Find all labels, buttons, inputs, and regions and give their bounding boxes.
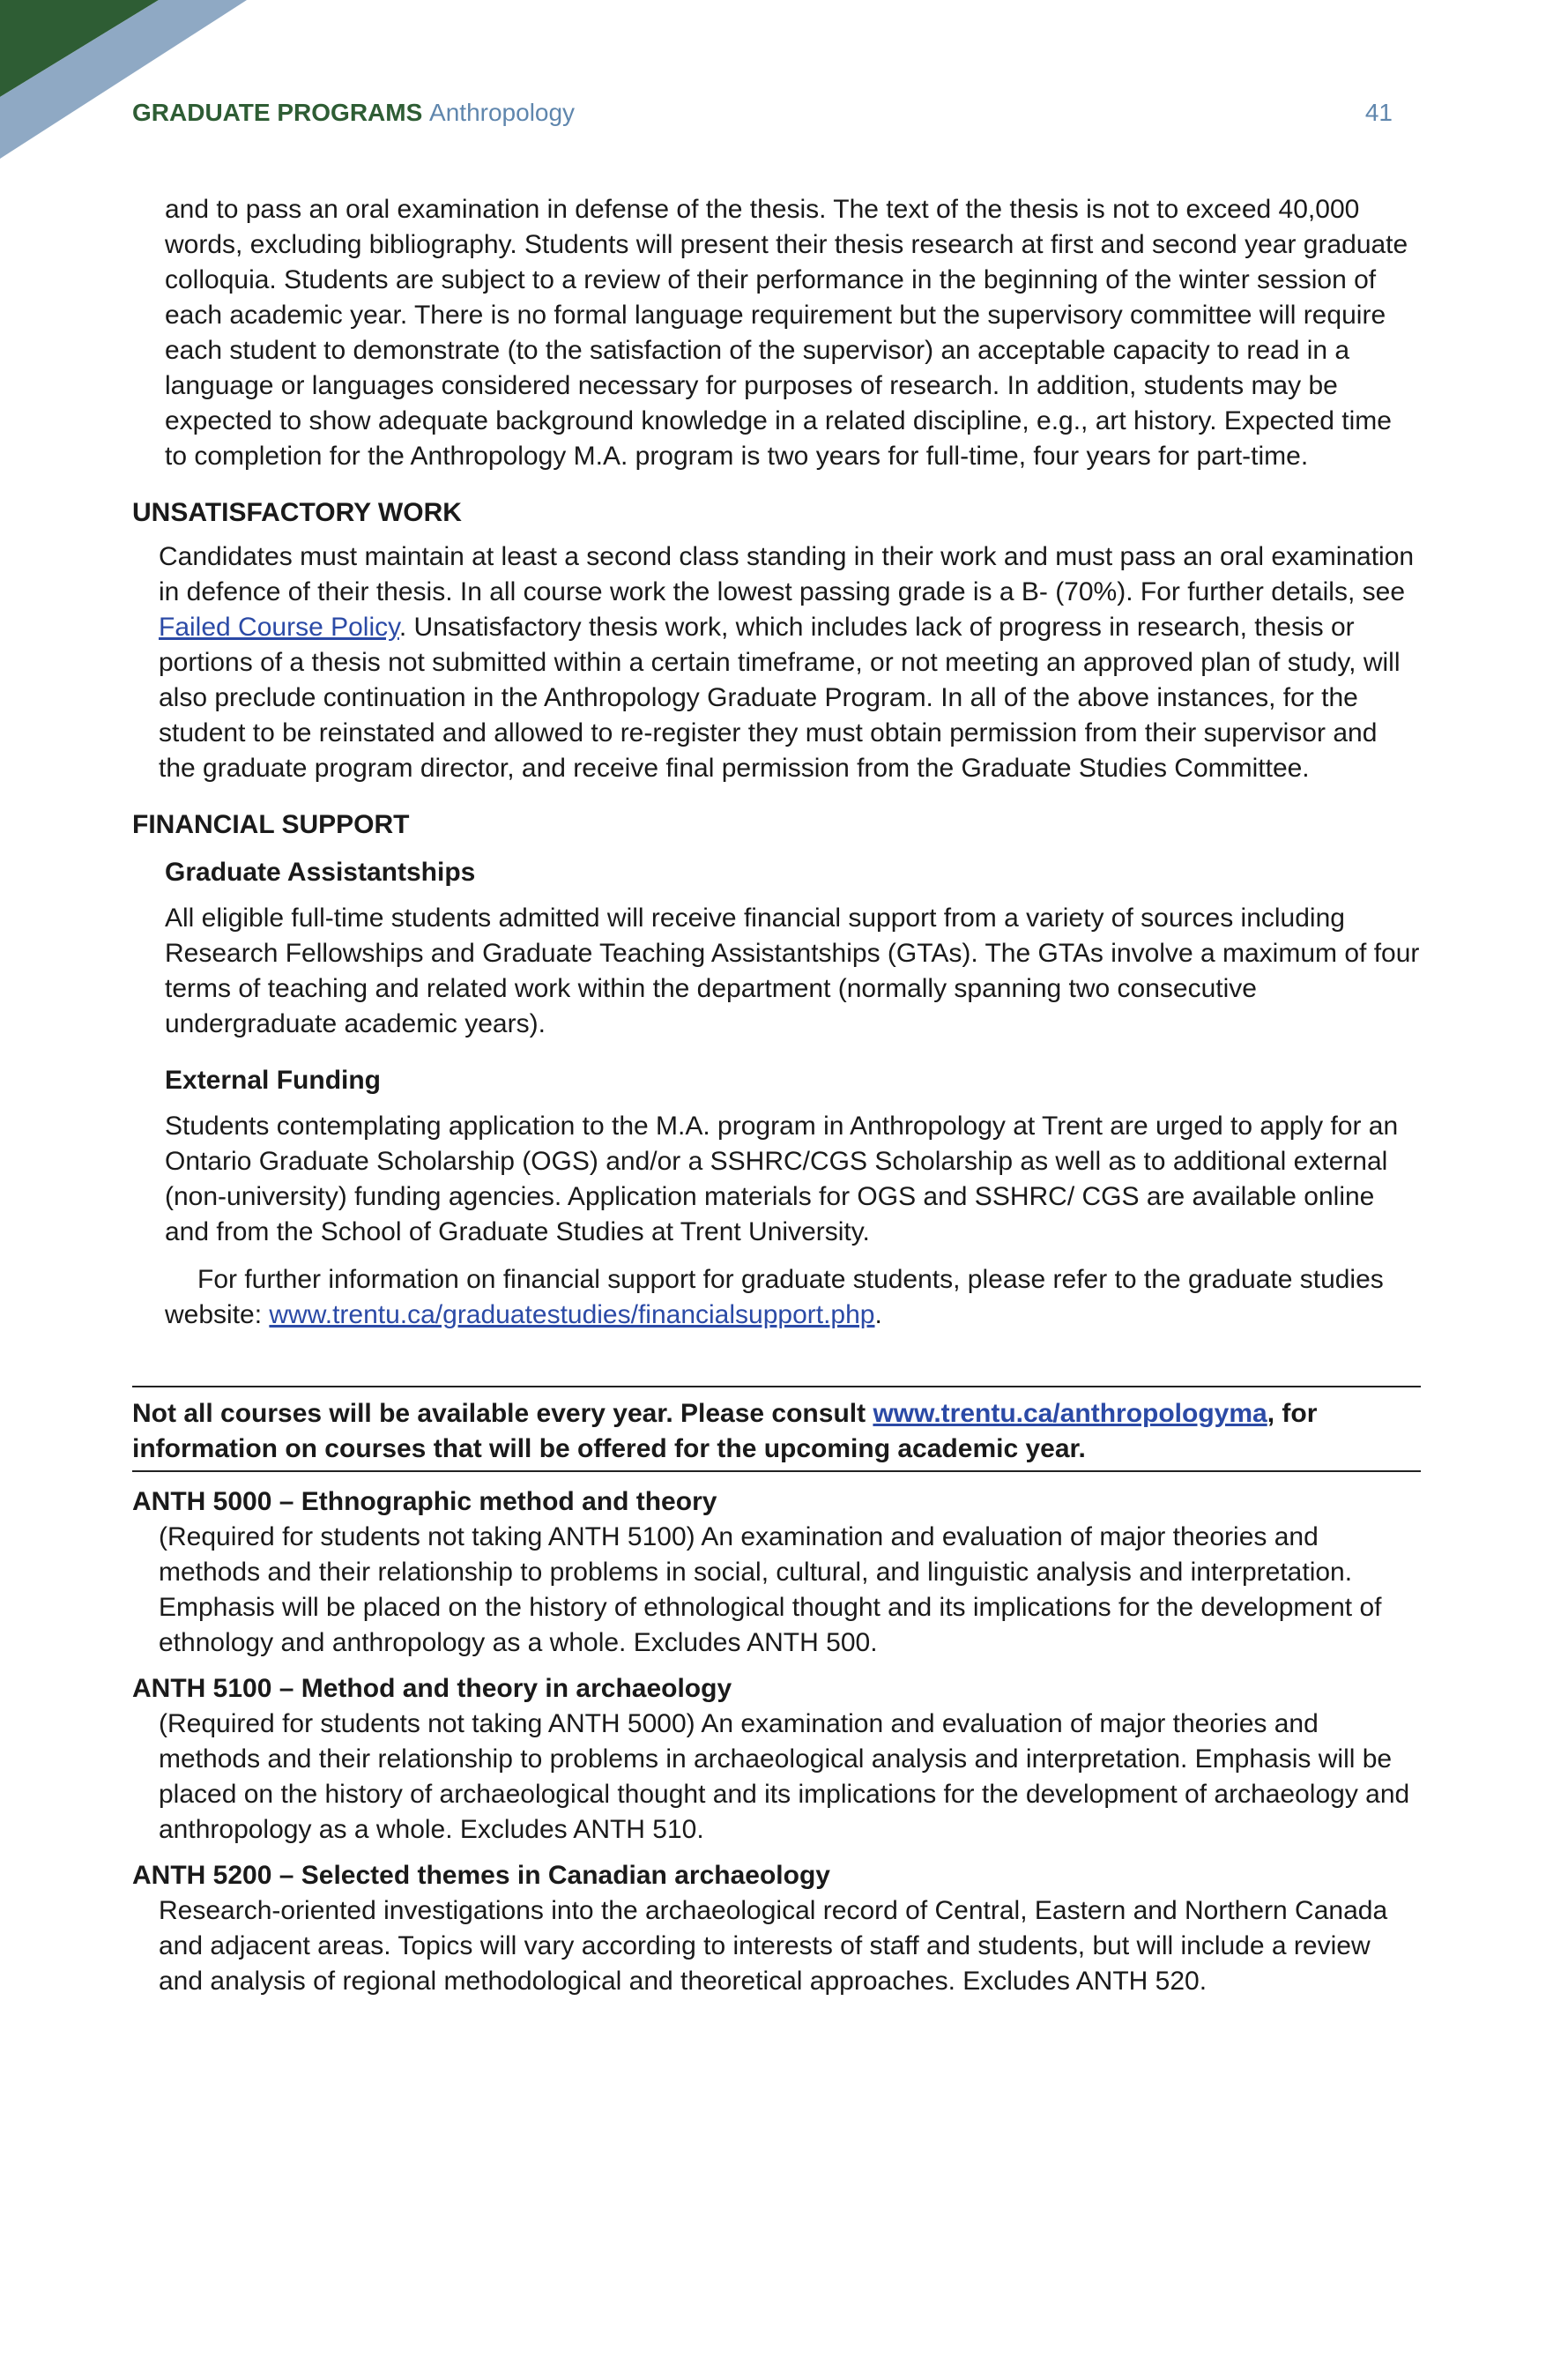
ga-paragraph: All eligible full-time students admitted will receive financial support from a variety of sources including Research Fellowships and Graduate Teaching Assistantships (GTAs). The GTAs involve a maximum of four terms of teaching and related work within the department (normally spanning two consecutive undergraduate academic years). [165, 904, 1420, 1038]
course-title: ANTH 5200 – Selected themes in Canadian archaeology [132, 1861, 830, 1890]
notice-text-b: , for information on courses that will be offered for the upcoming academic year. [132, 1399, 1318, 1463]
corner-decoration [0, 0, 247, 159]
failed-course-policy-link[interactable]: Failed Course Policy [159, 613, 399, 642]
course-title: ANTH 5100 – Method and theory in archaeology [132, 1674, 732, 1703]
course-title: ANTH 5000 – Ethnographic method and theory [132, 1487, 717, 1516]
course-anth-5200 [132, 1858, 1421, 1999]
unsatisfactory-text-a: Candidates must maintain at least a second class standing in their work and must pass an oral examination in defence of their thesis. In all course work the lowest passing grade is a B- (70%). For further details, see [159, 542, 1415, 606]
ext-heading: External Funding [165, 1066, 382, 1095]
course-anth-5100 [132, 1671, 1421, 1848]
header-section: GRADUATE PROGRAMS [132, 99, 423, 126]
page-number: 41 [1364, 99, 1393, 126]
header-topic: Anthropology [429, 99, 576, 126]
course-description: Research-oriented investigations into the archaeological record of Central, Eastern and Northern Canada and adjacent areas. Topics will vary according to interests of staff and students, but will include a review and analysis of regional methodological and theoretical approaches. Excludes ANTH 520. [159, 1896, 1388, 1996]
page-header [132, 99, 1393, 134]
financial-support-link[interactable]: www.trentu.ca/graduatestudies/financialsupport.php [269, 1300, 875, 1329]
intro-paragraph: and to pass an oral examination in defense of the thesis. The text of the thesis is not to exceed 40,000 words, excluding bibliography. Students will present their thesis research at first and second year graduate colloquia. Students are subject to a review of their performance in the beginning of the winter session of each academic year. There is no formal language requirement but the supervisory committee will require each student to demonstrate (to the satisfaction of the supervisor) an acceptable capacity to read in a language or languages considered necessary for purposes of research. In addition, students may be expected to show adequate background knowledge in a related discipline, e.g., art history. Expected time to completion for the Anthropology M.A. program is two years for full-time, four years for part-time. [165, 195, 1408, 471]
further-paragraph [165, 1262, 1421, 1333]
anthropologyma-link[interactable]: www.trentu.ca/anthropologyma [873, 1399, 1267, 1428]
financial-heading: FINANCIAL SUPPORT [132, 810, 410, 839]
further-text: For further information on financial support for graduate students, please refer to the graduate studies website: [165, 1265, 1384, 1329]
further-end: . [874, 1300, 882, 1329]
notice-text-a: Not all courses will be available every year. Please consult [132, 1399, 873, 1428]
course-notice [132, 1386, 1421, 1472]
course-description: (Required for students not taking ANTH 5000) An examination and evaluation of major theories and methods and their relationship to problems in archaeological analysis and interpretation. Emphasis will be placed on the history of archaeological thought and its implications for the development of archaeology and anthropology as a whole. Excludes ANTH 510. [159, 1709, 1410, 1844]
unsatisfactory-text-b: . Unsatisfactory thesis work, which includes lack of progress in research, thesis or portions of a thesis not submitted within a certain timeframe, or not meeting an approved plan of study, will also preclude continuation in the Anthropology Graduate Program. In all of the above instances, for the student to be reinstated and allowed to re-register they must obtain permission from their supervisor and the graduate program director, and receive final permission from the Graduate Studies Committee. [159, 613, 1401, 783]
ext-paragraph: Students contemplating application to the M.A. program in Anthropology at Trent are urged to apply for an Ontario Graduate Scholarship (OGS) and/or a SSHRC/CGS Scholarship as well as to additional external (non-university) funding agencies. Application materials for OGS and SSHRC/ CGS are available online and from the School of Graduate Studies at Trent University. [165, 1112, 1399, 1246]
course-anth-5000 [132, 1484, 1421, 1661]
ga-heading: Graduate Assistantships [165, 858, 476, 887]
unsatisfactory-paragraph [159, 539, 1421, 786]
unsatisfactory-heading: UNSATISFACTORY WORK [132, 498, 462, 527]
course-description: (Required for students not taking ANTH 5100) An examination and evaluation of major theories and methods and their relationship to problems in social, cultural, and linguistic analysis and interpretation. Emphasis will be placed on the history of ethnological thought and its implications for the development of ethnology and anthropology as a whole. Excludes ANTH 500. [159, 1522, 1382, 1657]
page-content [132, 192, 1421, 1999]
